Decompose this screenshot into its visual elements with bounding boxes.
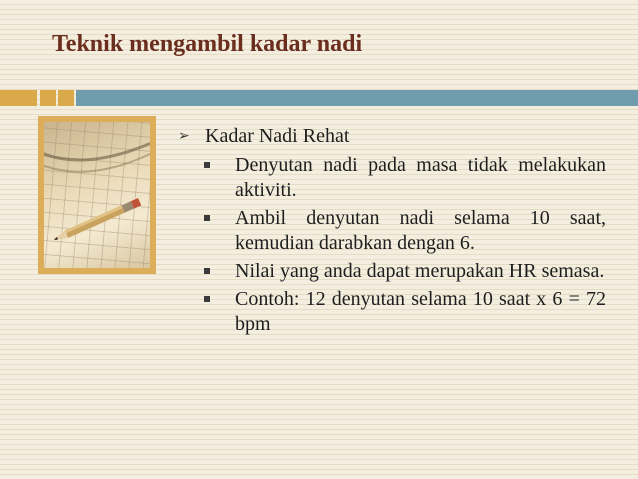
image-inner — [44, 122, 150, 268]
square-bullet-icon — [204, 162, 210, 168]
pencil-icon — [44, 122, 150, 268]
square-bullet-icon — [204, 268, 210, 274]
slide-title: Teknik mengambil kadar nadi — [52, 31, 363, 57]
sub-point-text: Nilai yang anda dapat merupakan HR semasa. — [235, 260, 605, 282]
band-gold-square — [58, 90, 74, 106]
list-item — [178, 287, 606, 337]
arrow-bullet-icon: ➢ — [178, 129, 190, 144]
pencil-on-paper-image — [38, 116, 156, 274]
band-gold-square — [40, 90, 56, 106]
main-point-text: Kadar Nadi Rehat — [205, 125, 350, 147]
list-item — [178, 206, 606, 256]
content-area — [178, 124, 606, 340]
list-item — [178, 124, 606, 149]
list-item — [178, 259, 606, 284]
square-bullet-icon — [204, 215, 210, 221]
sub-point-text: Contoh: 12 denyutan selama 10 saat x 6 = 72 bpm — [235, 288, 606, 335]
band-gold-bar — [0, 90, 37, 106]
square-bullet-icon — [204, 296, 210, 302]
sub-point-text: Denyutan nadi pada masa tidak melakukan aktiviti. — [235, 154, 606, 201]
band-blue-bar — [76, 90, 638, 106]
sub-point-text: Ambil denyutan nadi selama 10 saat, kemudian darabkan dengan 6. — [235, 207, 606, 254]
list-item — [178, 153, 606, 203]
